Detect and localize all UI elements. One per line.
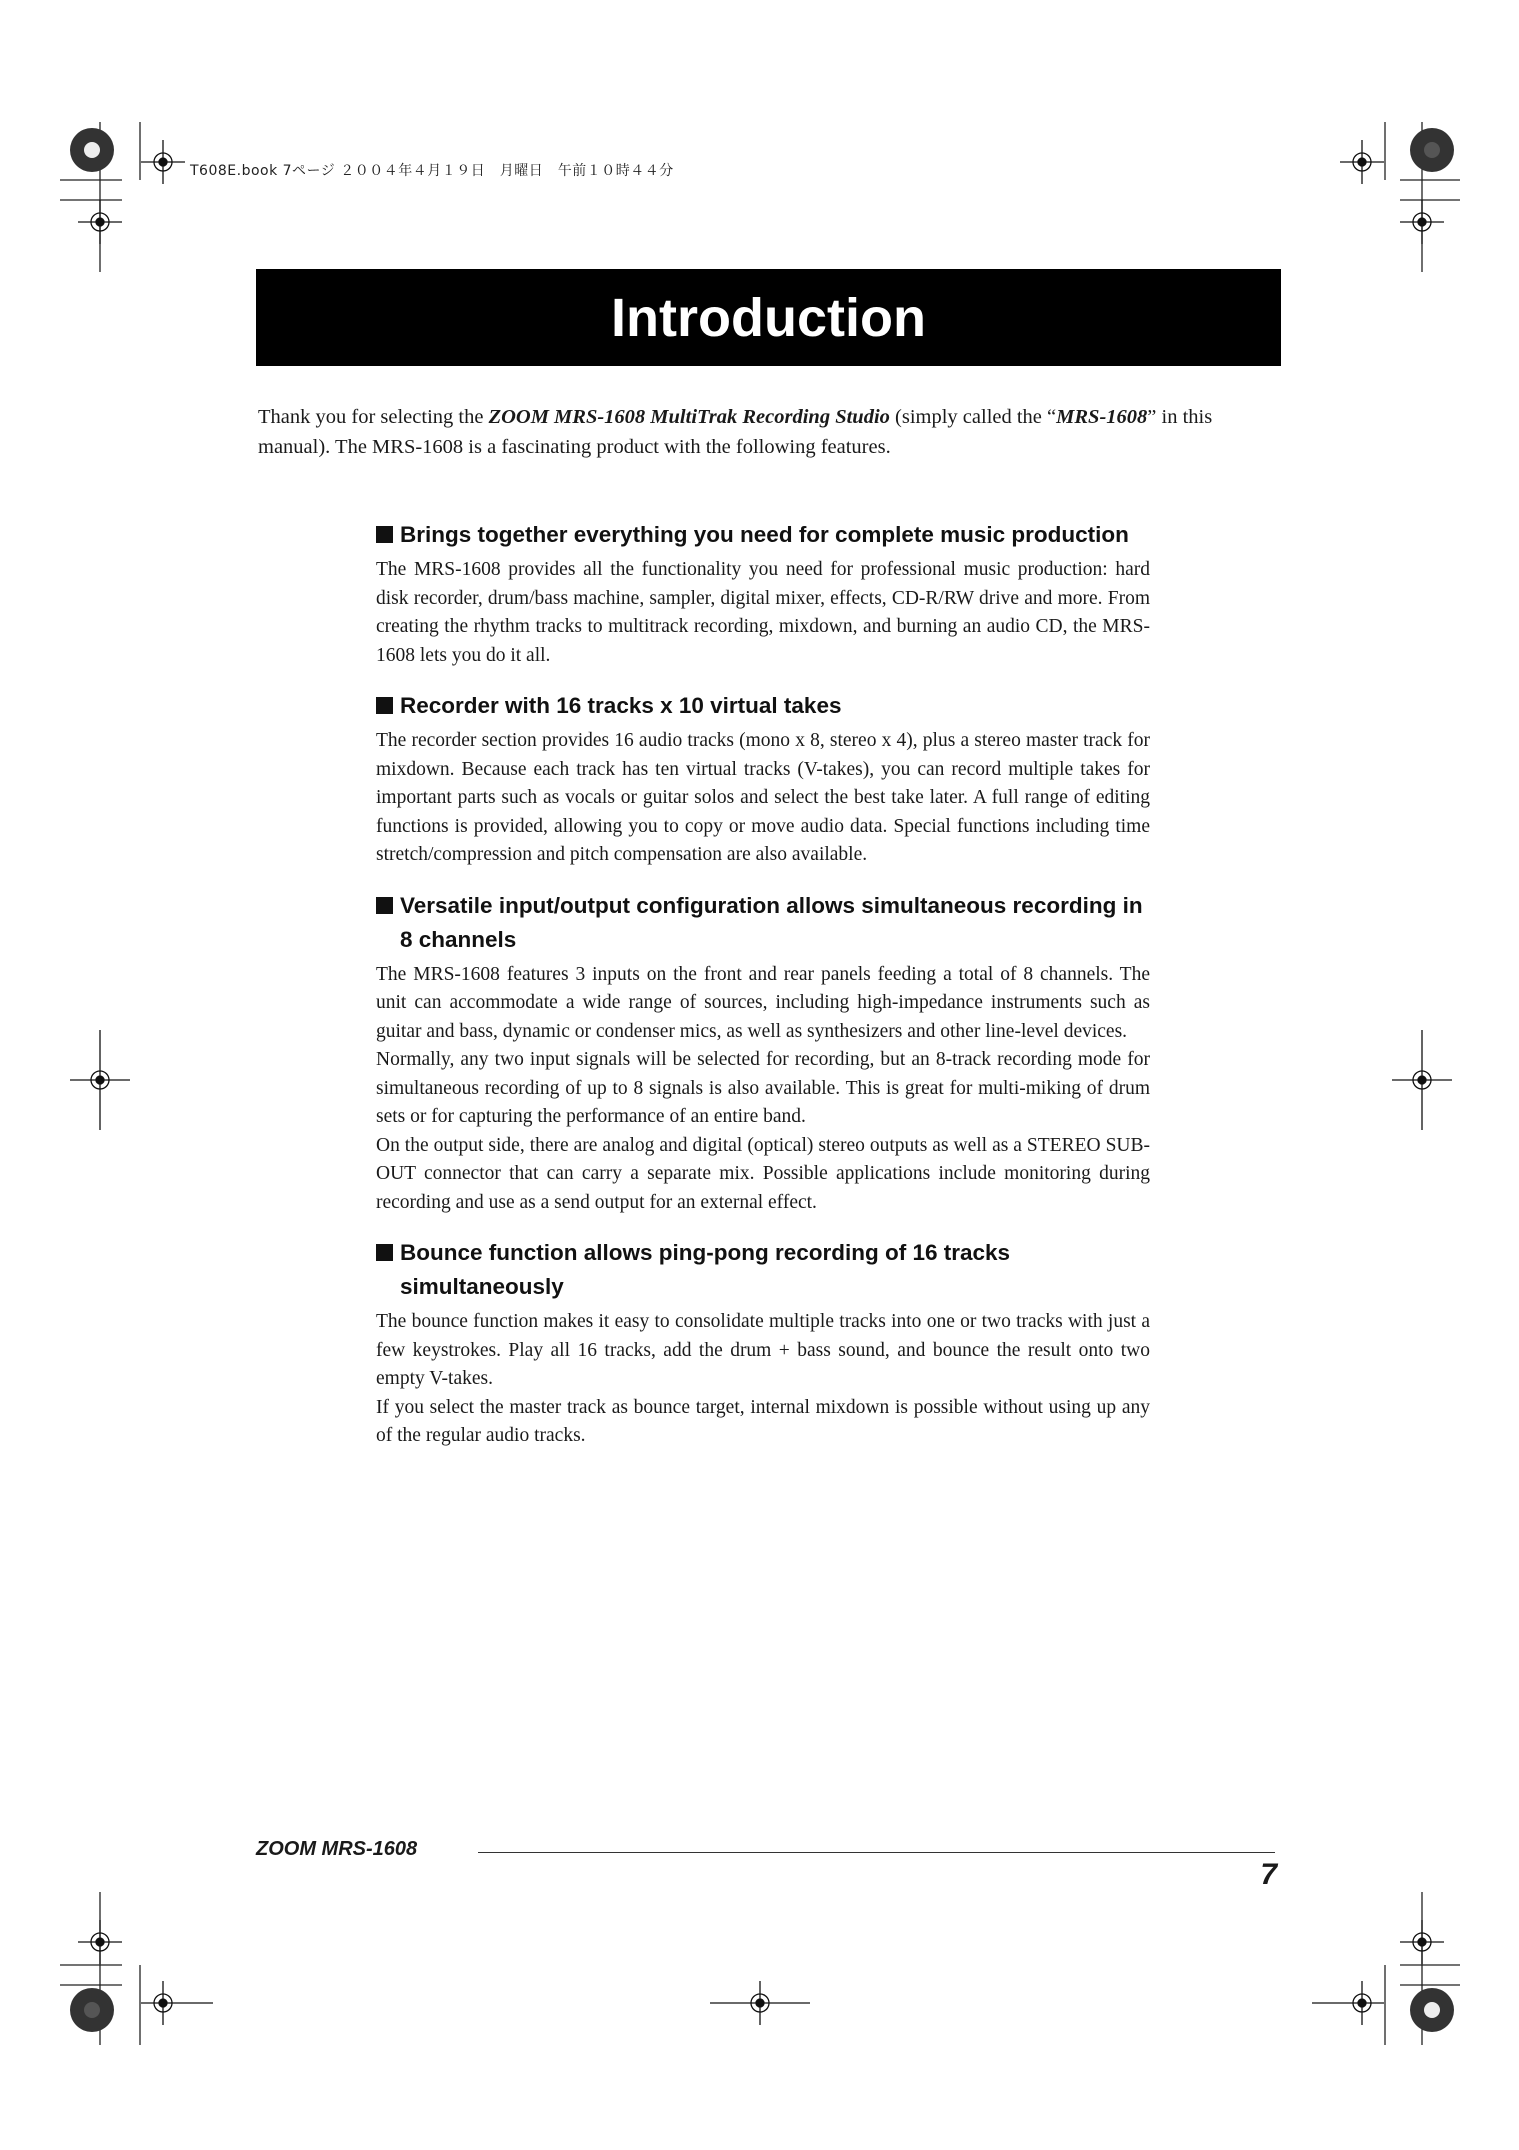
- intro-product-name: ZOOM MRS-1608 MultiTrak Recording Studio: [488, 406, 890, 428]
- section-paragraph: If you select the master track as bounce target, internal mixdown is possible without using up any of the regular audio tracks.: [376, 1396, 1150, 1446]
- page-number: 7: [1260, 1858, 1277, 1891]
- section-heading: Versatile input/output configuration allows simultaneous recording in 8 channels: [376, 889, 1150, 957]
- square-bullet-icon: [376, 1244, 393, 1261]
- intro-short-name: MRS-1608: [1056, 406, 1148, 428]
- intro-paragraph: [258, 402, 1283, 462]
- section-heading: Recorder with 16 tracks x 10 virtual takes: [376, 689, 1150, 723]
- section-paragraph: The recorder section provides 16 audio tracks (mono x 8, stereo x 4), plus a stereo master track for mixdown. Because each track has ten virtual tracks (V-takes), you can record multiple takes for important parts such as vocals or guitar solos and select the best take later. A full range of editing functions is provided, allowing you to copy or move audio data. Special functions including time stretch/compression and pitch compensation are also available.: [376, 730, 1150, 865]
- section-heading: Brings together everything you need for complete music production: [376, 518, 1150, 552]
- footer-rule: [478, 1852, 1275, 1853]
- footer-brand: ZOOM MRS-1608: [256, 1838, 418, 1860]
- feature-section: [376, 1236, 1150, 1451]
- square-bullet-icon: [376, 897, 393, 914]
- intro-mid: (simply called the “: [889, 406, 1057, 428]
- square-bullet-icon: [376, 697, 393, 714]
- print-header: T608E.book 7ページ ２００４年４月１９日 月曜日 午前１０時４４分: [190, 163, 674, 179]
- feature-section: [376, 889, 1150, 1218]
- feature-section: [376, 689, 1150, 870]
- title-bar: [256, 269, 1281, 366]
- section-paragraph: Normally, any two input signals will be selected for recording, but an 8-track recording mode for simultaneous recording of up to 8 signals is also available. This is great for multi-miking of drum sets or for capturing the performance of an entire band.: [376, 1049, 1150, 1127]
- section-paragraph: The MRS-1608 features 3 inputs on the front and rear panels feeding a total of 8 channels. The unit can accommodate a wide range of sources, including high-impedance instruments such as guitar and bass, dynamic or condenser mics, as well as synthesizers and other line-level devices.: [376, 963, 1150, 1042]
- section-paragraph: On the output side, there are analog and digital (optical) stereo outputs as well as a STEREO SUB-OUT connector that can carry a separate mix. Possible applications include monitoring during recording and use as a send output for an external effect.: [376, 1134, 1150, 1213]
- intro-post: ” in this manual). The MRS-1608 is a fascinating product with the following features.: [258, 406, 1213, 458]
- feature-section: [376, 518, 1150, 670]
- feature-list: [376, 518, 1150, 1470]
- intro-pre: Thank you for selecting the: [258, 406, 489, 428]
- page-title: Introduction: [611, 287, 926, 348]
- square-bullet-icon: [376, 526, 393, 543]
- section-paragraph: The MRS-1608 provides all the functionality you need for professional music production: hard disk recorder, drum/bass machine, sampler, digital mixer, effects, CD-R/RW drive and more. From creating the rhythm tracks to multitrack recording, mixdown, and burning an audio CD, the MRS-1608 lets you do it all.: [376, 559, 1150, 666]
- section-paragraph: The bounce function makes it easy to consolidate multiple tracks into one or two tracks with just a few keystrokes. Play all 16 tracks, add the drum + bass sound, and bounce the result onto two empty V-takes.: [376, 1311, 1150, 1389]
- section-heading: Bounce function allows ping-pong recording of 16 tracks simultaneously: [376, 1236, 1150, 1304]
